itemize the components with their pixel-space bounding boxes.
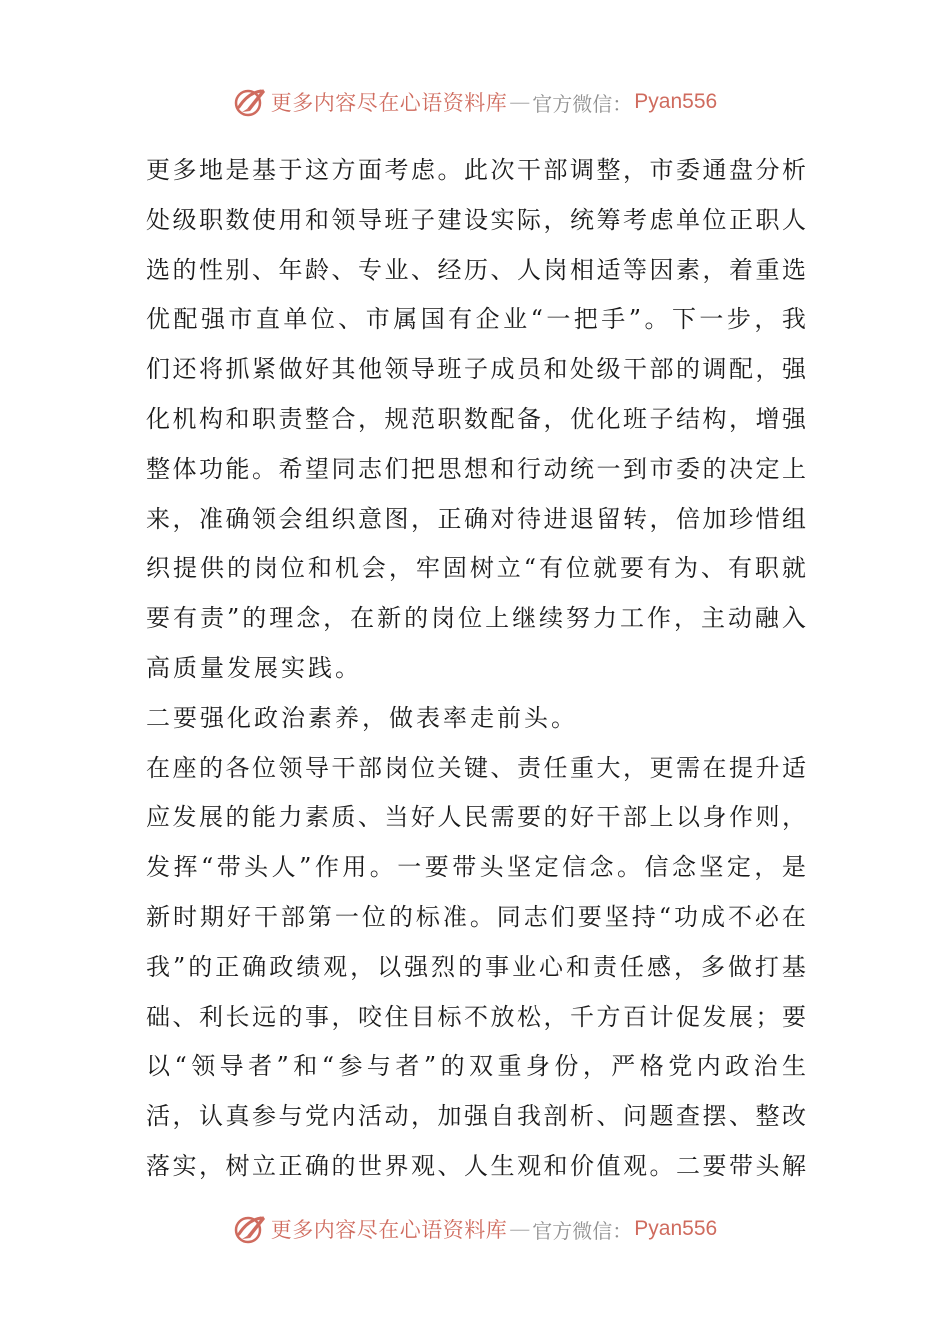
header-wechat-id: Pyan556 xyxy=(634,90,718,113)
footer-site-text: 更多内容尽在心语资料库 xyxy=(270,1218,508,1242)
body-line: 活 ， 认 真 参 与 党 内 活 动 ， 加 强 自 我 剖 析 、 问 题 查 摆 、 整 改 xyxy=(146,1102,806,1131)
body-line: 落 实 ， 树 立 正 确 的 世 界 观 、 人 生 观 和 价 值 观 。 二 要 带 头 解 xyxy=(146,1151,806,1180)
pen-logo-icon xyxy=(233,85,267,119)
body-line: 处 级 职 数 使 用 和 领 导 班 子 建 设 实 际 ， 统 筹 考 虑 单 位 正 职 人 xyxy=(146,205,806,234)
body-line: 们 还 将 抓 紧 做 好 其 他 领 导 班 子 成 员 和 处 级 干 部 的 调 配 ， 强 xyxy=(146,355,806,384)
body-line: 二要强化政治素养，做表率走前头。 xyxy=(146,703,578,732)
body-line: 更 多 地 是 基 于 这 方 面 考 虑 。 此 次 干 部 调 整 ， 市 委 通 盘 分 析 xyxy=(146,156,806,184)
body-line: 优 配 强 市 直 单 位 、 市 属 国 有 企 业 “ 一 把 手 ” 。 下 一 步 ， 我 xyxy=(146,305,806,334)
body-line: 选 的 性 别 、 年 龄 、 专 业 、 经 历 、 人 岗 相 适 等 因 素 ， 着 重 选 xyxy=(146,255,806,284)
body-line: 新 时 期 好 干 部 第 一 位 的 标 准 。 同 志 们 要 坚 持 “ 功 成 不 必 在 xyxy=(146,902,806,931)
document-body xyxy=(146,146,806,1192)
body-line: 来 ， 准 确 领 会 组 织 意 图 ， 正 确 对 待 进 退 留 转 ， 倍 加 珍 惜 组 xyxy=(146,504,806,533)
body-line: 高质量发展实践。 xyxy=(146,653,362,682)
footer-wechat-id: Pyan556 xyxy=(634,1217,718,1240)
body-line: 发 挥 “ 带 头 人 ” 作 用 。 一 要 带 头 坚 定 信 念 。 信 念 坚 定 ， 是 xyxy=(146,853,806,882)
body-line: 以 “ 领 导 者 ” 和 “ 参 与 者 ” 的 双 重 身 份 ， 严 格 党 内 政 治 生 xyxy=(146,1052,806,1081)
body-line: 织 提 供 的 岗 位 和 机 会 ， 牢 固 树 立 “ 有 位 就 要 有 为 、 有 职 就 xyxy=(146,554,806,583)
body-line: 我 ” 的 正 确 政 绩 观 ， 以 强 烈 的 事 业 心 和 责 任 感 ， 多 做 打 基 xyxy=(146,952,806,981)
header-separator: — xyxy=(509,90,531,114)
body-line: 整 体 功 能 。 希 望 同 志 们 把 思 想 和 行 动 统 一 到 市 委 的 决 定 上 xyxy=(146,454,806,483)
body-line: 要 有 责 ” 的 理 念 ， 在 新 的 岗 位 上 继 续 努 力 工 作 ， 主 动 融 入 xyxy=(146,604,806,633)
body-line: 在 座 的 各 位 领 导 干 部 岗 位 关 键 、 责 任 重 大 ， 更 需 在 提 升 适 xyxy=(146,753,806,782)
footer-wechat-label: 官方微信： xyxy=(532,1218,633,1243)
body-line: 化 机 构 和 职 责 整 合 ， 规 范 职 数 配 备 ， 优 化 班 子 结 构 ， 增 强 xyxy=(146,404,806,433)
body-line: 应 发 展 的 能 力 素 质 、 当 好 人 民 需 要 的 好 干 部 上 以 身 作 则 ， xyxy=(146,803,806,832)
header-wechat-label: 官方微信： xyxy=(532,91,633,116)
footer-banner xyxy=(0,1209,950,1249)
header-site-text: 更多内容尽在心语资料库 xyxy=(270,91,508,115)
header-banner xyxy=(0,82,950,122)
body-line: 础 、 利 长 远 的 事 ， 咬 住 目 标 不 放 松 ， 千 方 百 计 促 发 展 ； 要 xyxy=(146,1002,806,1031)
footer-separator: — xyxy=(509,1217,531,1241)
pen-logo-icon xyxy=(233,1212,267,1246)
